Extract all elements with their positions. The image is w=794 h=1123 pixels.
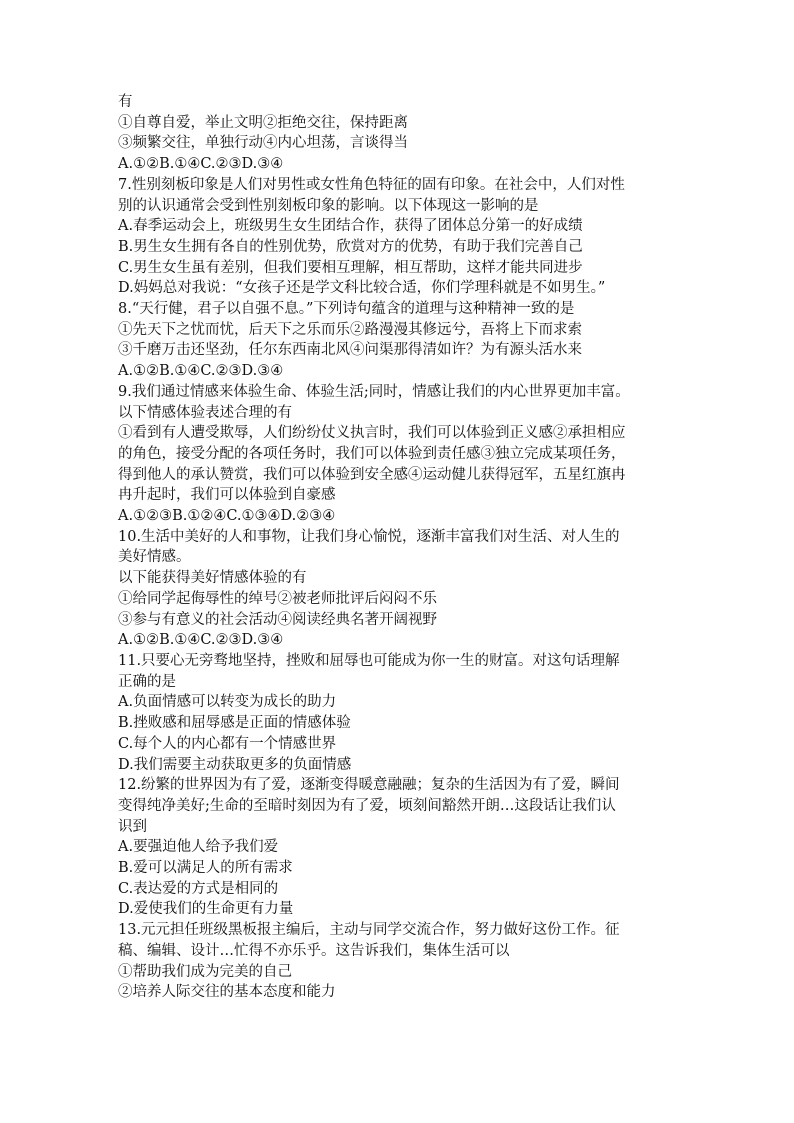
- option-d: D.妈妈总对我说：“女孩子还是学文科比较合适，你们学理科就是不如男生。”: [118, 280, 606, 297]
- text-line: ①帮助我们成为完美的自己: [118, 963, 292, 980]
- text-line: ③千磨万击还坚劲，任尔东西南北风④问渠那得清如许？为有源头活水来: [118, 342, 582, 359]
- text-line: 得到他人的承认赞赏，我们可以体验到安全感④运动健儿获得冠军，五星红旗冉: [118, 466, 626, 483]
- question-9: 9.我们通过情感来体验生命、体验生活;同时，情感让我们的内心世界更加丰富。: [118, 383, 630, 400]
- option-b: B.男生女生拥有各自的性别优势，欣赏对方的优势，有助于我们完善自己: [118, 238, 583, 255]
- option-a: A.负面情感可以转变为成长的助力: [118, 694, 337, 711]
- text-line: 美好情感。: [118, 549, 191, 566]
- question-11: 11.只要心无旁骛地坚持，挫败和屈辱也可能成为你一生的财富。对这句话理解: [118, 652, 620, 669]
- option-c: C.表达爱的方式是相同的: [118, 880, 279, 897]
- answer-options: A.①②B.①④C.②③D.③④: [118, 363, 284, 380]
- text-line: 以下情感体验表述合理的有: [118, 404, 292, 421]
- option-d: D.爱使我们的生命更有力量: [118, 901, 294, 918]
- text-line: ①看到有人遭受欺辱，人们纷纷仗义执言时，我们可以体验到正义感②承担相应: [118, 425, 626, 442]
- option-b: B.爱可以满足人的所有需求: [118, 860, 293, 877]
- question-8: 8.“天行健，君子以自强不息。”下列诗句蕴含的道理与这种精神一致的是: [118, 301, 575, 318]
- text-line: 正确的是: [118, 673, 176, 690]
- question-13: 13.元元担任班级黑板报主编后，主动与同学交流合作，努力做好这份工作。征: [118, 922, 620, 939]
- text-line: ③频繁交往，单独行动④内心坦荡，言谈得当: [118, 135, 408, 152]
- text-line: 变得纯净美好;生命的至暗时刻因为有了爱，顷刻间豁然开朗…这段话让我们认: [118, 797, 616, 814]
- question-10: 10.生活中美好的人和事物，让我们身心愉悦，逐渐丰富我们对生活、对人生的: [118, 528, 620, 545]
- option-b: B.挫败感和屈辱感是正面的情感体验: [118, 715, 351, 732]
- text-line: 以下能获得美好情感体验的有: [118, 570, 307, 587]
- document-page: [118, 92, 686, 1003]
- text-line: ③参与有意义的社会活动④阅读经典名著开阔视野: [118, 611, 437, 628]
- answer-options: A.①②③B.①②④C.①③④D.②③④: [118, 508, 336, 525]
- answer-options: A.①②B.①④C.②③D.③④: [118, 632, 284, 649]
- option-c: C.男生女生虽有差别，但我们要相互理解，相互帮助，这样才能共同进步: [118, 259, 583, 276]
- text-line: 的角色，接受分配的各项任务时，我们可以体验到责任感③独立完成某项任务，: [118, 445, 626, 462]
- option-c: C.每个人的内心都有一个情感世界: [118, 735, 337, 752]
- question-7: 7.性别刻板印象是人们对男性或女性角色特征的固有印象。在社会中，人们对性: [118, 176, 625, 193]
- text-line: ①先天下之忧而忧，后天下之乐而乐②路漫漫其修远兮，吾将上下而求索: [118, 321, 582, 338]
- text-line: ①自尊自爱，举止文明②拒绝交往，保持距离: [118, 114, 408, 131]
- option-d: D.我们需要主动获取更多的负面情感: [118, 756, 352, 773]
- text-line: 有: [118, 94, 133, 110]
- text-line: ①给同学起侮辱性的绰号②被老师批评后闷闷不乐: [118, 590, 437, 607]
- answer-options: A.①②B.①④C.②③D.③④: [118, 156, 284, 173]
- text-line: 别的认识通常会受到性别刻板印象的影响。以下体现这一影响的是: [118, 197, 539, 214]
- text-line: ②培养人际交往的基本态度和能力: [118, 984, 336, 1001]
- question-12: 12.纷繁的世界因为有了爱，逐渐变得暖意融融；复杂的生活因为有了爱，瞬间: [118, 777, 620, 794]
- option-a: A.春季运动会上，班级男生女生团结合作，获得了团体总分第一的好成绩: [118, 218, 583, 235]
- text-line: 识到: [118, 818, 147, 835]
- text-line: 冉升起时，我们可以体验到自豪感: [118, 487, 336, 504]
- option-a: A.要强迫他人给予我们爱: [118, 839, 279, 856]
- text-line: 稿、编辑、设计…忙得不亦乐乎。这告诉我们，集体生活可以: [118, 942, 510, 959]
